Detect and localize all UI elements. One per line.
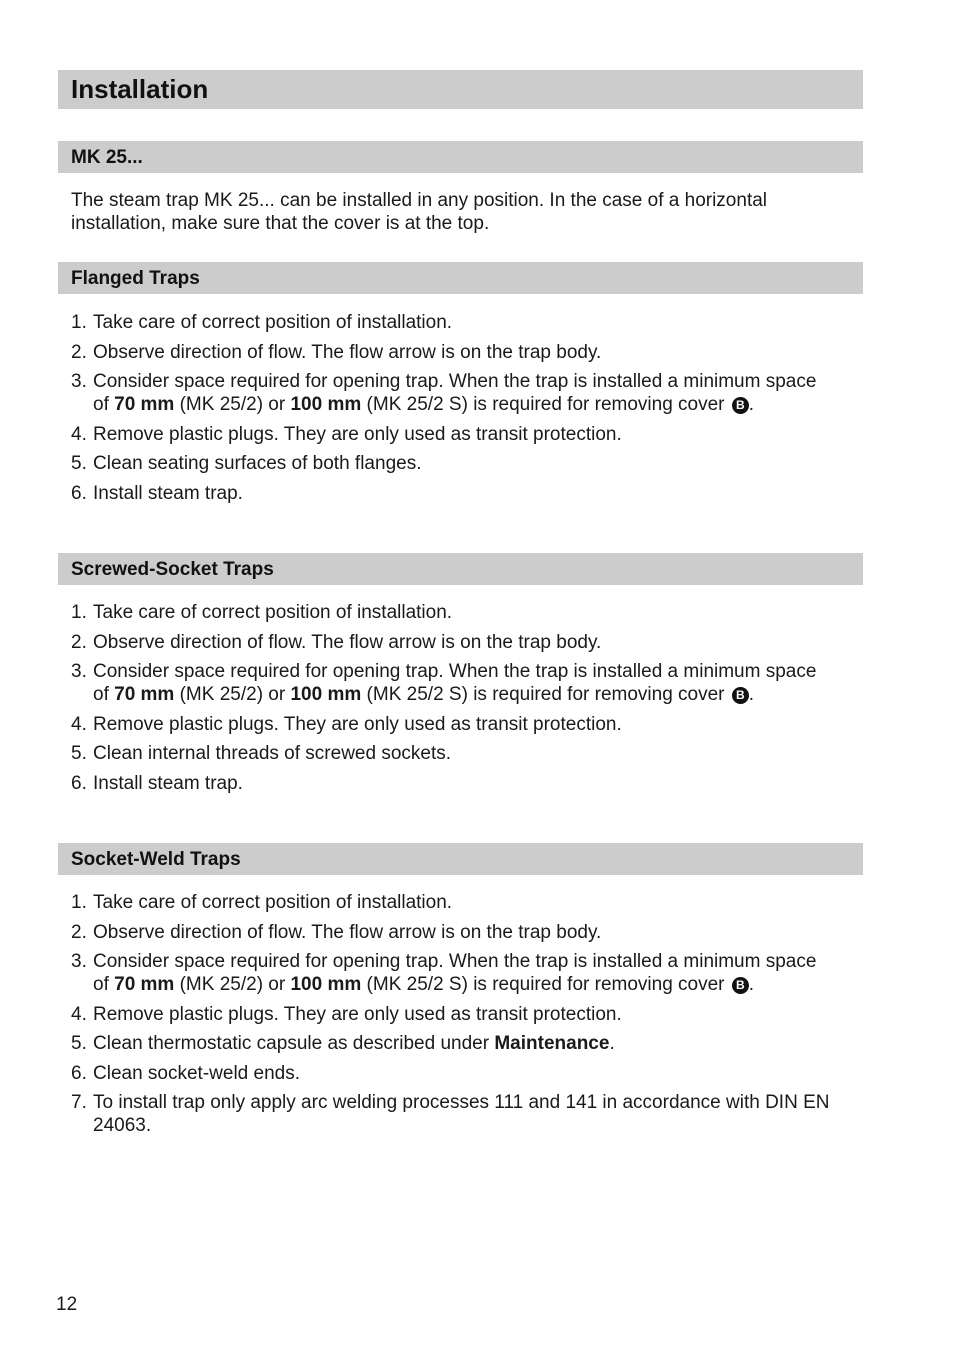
step-number: 2. — [71, 341, 87, 363]
step-number: 4. — [71, 1003, 87, 1025]
step-number: 3. — [71, 371, 87, 392]
step-text: Take care of correct position of installation. — [93, 602, 453, 623]
step-text: (MK 25/2 S) is required for removing cover — [361, 974, 730, 995]
step-text: Consider space required for opening trap. When the trap is installed a minimum space of — [93, 951, 817, 995]
bold-dimension: 70 mm — [114, 974, 175, 995]
step-text: . — [748, 974, 755, 995]
step-text: Consider space required for opening trap. When the trap is installed a minimum space of — [93, 371, 817, 415]
part-marker-b: B — [732, 397, 749, 414]
list-item — [71, 742, 831, 765]
step-number: 6. — [71, 482, 87, 504]
step-number: 5. — [71, 453, 87, 474]
step-text: (MK 25/2) or — [174, 684, 291, 705]
step-number: 3. — [71, 661, 87, 682]
list-item — [71, 1003, 831, 1026]
page-title: Installation — [71, 74, 209, 104]
list-item — [71, 452, 831, 475]
step-text: Remove plastic plugs. They are only used as transit protection. — [93, 1003, 622, 1025]
step-number: 3. — [71, 951, 87, 972]
step-text: Clean socket-weld ends. — [93, 1062, 300, 1084]
section-heading: Screwed-Socket Traps — [71, 559, 274, 580]
list-item — [71, 891, 831, 914]
step-text: Clean seating surfaces of both flanges. — [93, 453, 422, 474]
screwed-socket-steps-list — [71, 601, 831, 801]
step-number: 6. — [71, 772, 87, 794]
list-item — [71, 1091, 831, 1137]
step-text: Remove plastic plugs. They are only used as transit protection. — [93, 713, 622, 735]
step-text: Observe direction of flow. The flow arrow is on the trap body. — [93, 631, 602, 653]
intro-paragraph: The steam trap MK 25... can be installed in any position. In the case of a horizontal installation, make sure that the cover is at the top. — [71, 190, 768, 234]
step-text: Install steam trap. — [93, 772, 243, 794]
step-text: Take care of correct position of installation. — [93, 312, 453, 333]
bold-dimension: 100 mm — [290, 684, 362, 705]
part-marker-b: B — [732, 977, 749, 994]
step-number: 1. — [71, 892, 87, 913]
list-item — [71, 601, 831, 624]
section-header-socket-weld-traps — [58, 843, 863, 875]
list-item — [71, 1032, 831, 1055]
bold-dimension: 100 mm — [290, 974, 362, 995]
flanged-steps-list — [71, 311, 831, 511]
step-number: 5. — [71, 1033, 87, 1054]
step-text: Observe direction of flow. The flow arrow is on the trap body. — [93, 921, 602, 943]
step-number: 6. — [71, 1062, 87, 1084]
step-text: (MK 25/2) or — [174, 974, 291, 995]
step-number: 2. — [71, 921, 87, 943]
section-header-mk25 — [58, 141, 863, 173]
title-bar — [58, 70, 863, 109]
list-item — [71, 772, 831, 795]
step-text: Clean internal threads of screwed sockets. — [93, 743, 452, 764]
step-text: . — [748, 684, 755, 705]
section-header-screwed-socket-traps — [58, 553, 863, 585]
part-marker-b: B — [732, 687, 749, 704]
list-item — [71, 423, 831, 446]
step-number: 1. — [71, 602, 87, 623]
list-item — [71, 921, 831, 944]
step-number: 7. — [71, 1092, 87, 1113]
step-text: Observe direction of flow. The flow arrow is on the trap body. — [93, 341, 602, 363]
step-number: 4. — [71, 713, 87, 735]
section-heading: Flanged Traps — [71, 268, 200, 289]
bold-reference: Maintenance — [494, 1033, 610, 1054]
list-item — [71, 660, 831, 706]
step-text: Take care of correct position of installation. — [93, 892, 453, 913]
step-number: 1. — [71, 312, 87, 333]
list-item — [71, 311, 831, 334]
list-item — [71, 950, 831, 996]
step-text: (MK 25/2) or — [174, 394, 291, 415]
step-text: (MK 25/2 S) is required for removing cover — [361, 684, 730, 705]
section-heading: MK 25... — [71, 147, 143, 168]
step-text: Consider space required for opening trap. When the trap is installed a minimum space of — [93, 661, 817, 705]
section-header-flanged-traps — [58, 262, 863, 294]
step-number: 2. — [71, 631, 87, 653]
bold-dimension: 70 mm — [114, 684, 175, 705]
step-text: Clean thermostatic capsule as described under — [93, 1033, 495, 1054]
bold-dimension: 70 mm — [114, 394, 175, 415]
step-text: To install trap only apply arc welding processes 111 and 141 in accordance with DIN EN 24063. — [93, 1092, 830, 1136]
step-text: . — [609, 1033, 615, 1054]
list-item — [71, 482, 831, 505]
step-text: Install steam trap. — [93, 482, 243, 504]
list-item — [71, 713, 831, 736]
step-number: 5. — [71, 743, 87, 764]
socket-weld-steps-list — [71, 891, 831, 1144]
step-text: . — [748, 394, 755, 415]
bold-dimension: 100 mm — [290, 394, 362, 415]
section-heading: Socket-Weld Traps — [71, 849, 241, 870]
step-text: (MK 25/2 S) is required for removing cover — [361, 394, 730, 415]
page-number: 12 — [56, 1294, 78, 1315]
step-number: 4. — [71, 423, 87, 445]
list-item — [71, 341, 831, 364]
step-text: Remove plastic plugs. They are only used as transit protection. — [93, 423, 622, 445]
list-item — [71, 370, 831, 416]
list-item — [71, 631, 831, 654]
list-item — [71, 1062, 831, 1085]
